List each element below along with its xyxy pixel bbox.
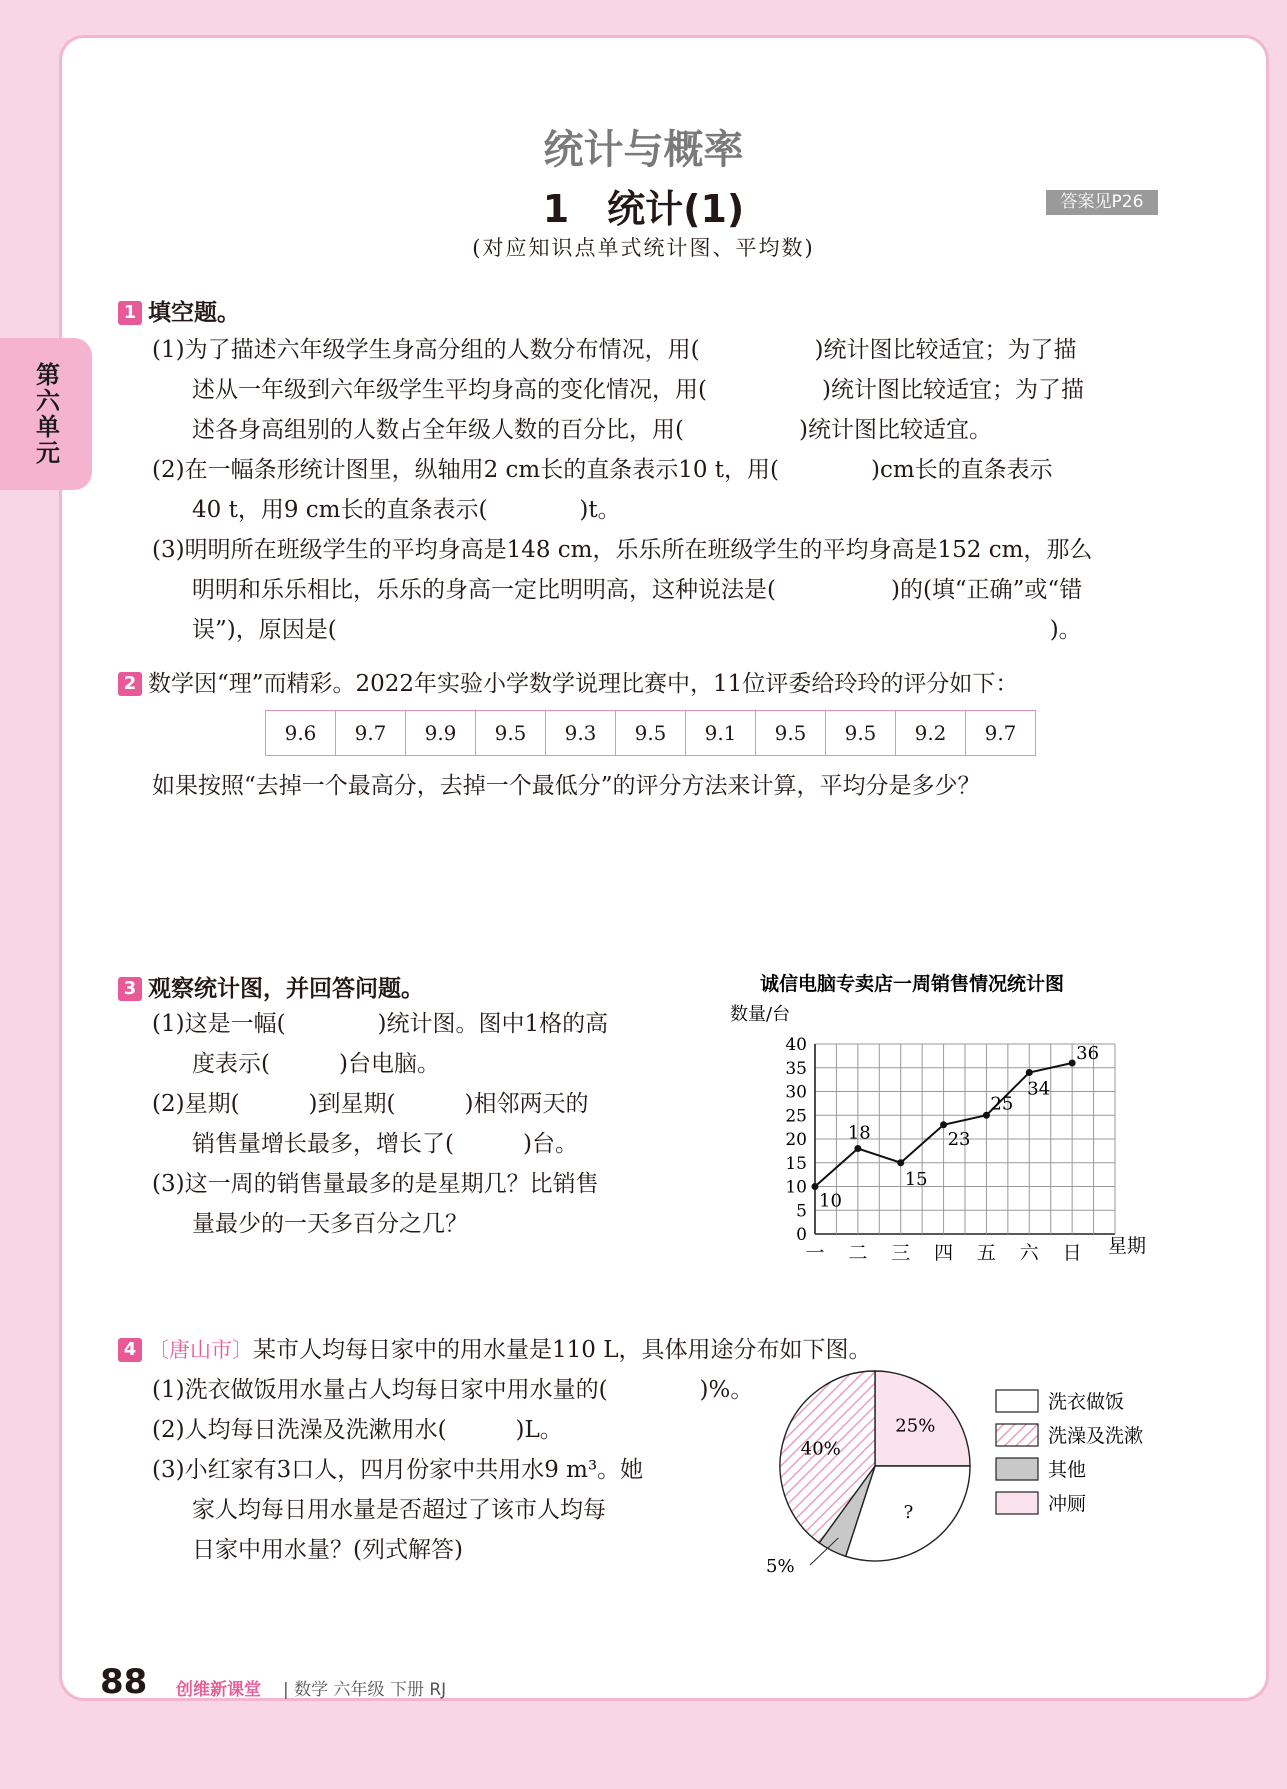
pie-slice-label: 5% [766, 1556, 795, 1577]
data-point [1026, 1069, 1033, 1076]
q3-line: (2)星期( )到星期( )相邻两天的 [152, 1091, 589, 1117]
data-label: 23 [947, 1128, 971, 1150]
x-tick-label: 一 [805, 1242, 825, 1264]
x-tick-label: 四 [934, 1242, 954, 1264]
pie-slice-label: 25% [895, 1415, 936, 1437]
score-cell: 9.7 [966, 711, 1036, 756]
data-point [812, 1183, 819, 1190]
q3-line: 量最少的一天多百分之几？ [192, 1211, 468, 1237]
question-2-text: 数学因“理”而精彩。2022年实验小学数学说理比赛中，11位评委给玲玲的评分如下： [148, 671, 1019, 697]
score-cell: 9.5 [756, 711, 826, 756]
legend-label: 洗衣做饭 [1048, 1391, 1125, 1413]
question-3-heading [118, 970, 424, 1003]
legend-swatch [996, 1390, 1038, 1412]
question-2-question: 如果按照“去掉一个最高分，去掉一个最低分”的评分方法来计算，平均分是多少？ [152, 773, 981, 799]
data-point [1069, 1060, 1076, 1067]
q4-line: 日家中用水量？(列式解答) [192, 1537, 463, 1563]
y-tick-label: 5 [796, 1201, 807, 1222]
legend-label: 其他 [1048, 1459, 1087, 1481]
y-tick-label: 20 [785, 1130, 807, 1150]
score-cell: 9.1 [686, 711, 756, 756]
q1-line: (3)明明所在班级学生的平均身高是148 cm，乐乐所在班级学生的平均身高是152 cm，那么 [152, 537, 1093, 563]
page-number: 88 [100, 1662, 148, 1702]
score-cell: 9.5 [476, 711, 546, 756]
q1-line: 述各身高组别的人数占全年级人数的百分比，用( )统计图比较适宜。 [192, 417, 992, 443]
pie-legend [996, 1390, 1143, 1515]
data-label: 10 [819, 1190, 842, 1212]
q1-line: 40 t，用9 cm长的直条表示( )t。 [192, 497, 621, 523]
legend-label: 洗澡及洗漱 [1048, 1425, 1144, 1447]
q3-line: (1)这是一幅( )统计图。图中1格的高 [152, 1011, 609, 1037]
x-tick-label: 六 [1019, 1242, 1039, 1264]
y-tick-label: 0 [796, 1225, 807, 1245]
question-4-region: 〔唐山市〕 [148, 1338, 253, 1362]
data-label: 34 [1027, 1078, 1051, 1100]
data-point [897, 1159, 904, 1166]
footer-info: | 数学 六年级 下册 RJ [283, 1680, 447, 1700]
q1-line: 述从一年级到六年级学生平均身高的变化情况，用( )统计图比较适宜；为了描 [192, 377, 1084, 403]
line-chart-xlabel: 星期 [1108, 1235, 1147, 1257]
unit-side-tab [0, 338, 92, 490]
x-tick-label: 五 [976, 1242, 996, 1264]
question-1-number: 1 [118, 301, 142, 325]
score-table [265, 710, 1036, 756]
q1-line: 误”)，原因是( )。 [192, 617, 1082, 643]
question-3-body [152, 1004, 608, 1244]
answer-reference-badge: 答案见P26 [1046, 190, 1158, 215]
pie-slice-label: 40% [800, 1438, 841, 1460]
q1-line: (2)在一幅条形统计图里，纵轴用2 cm长的直条表示10 t，用( )cm长的直条表示 [152, 457, 1053, 483]
section-title: 统计与概率 [543, 127, 744, 173]
question-2-intro [118, 664, 1018, 704]
score-cell: 9.7 [336, 711, 406, 756]
lesson-note: (对应知识点单式统计图、平均数) [472, 236, 815, 260]
data-label: 36 [1076, 1043, 1100, 1064]
question-1-body [152, 330, 1092, 650]
y-tick-label: 30 [785, 1082, 807, 1103]
y-tick-label: 10 [785, 1177, 807, 1198]
q3-line: 销售量增长最多，增长了( )台。 [192, 1131, 578, 1157]
legend-swatch [996, 1458, 1038, 1480]
question-4-body [152, 1370, 753, 1570]
q4-line: (1)洗衣做饭用水量占人均每日家中用水量的( )%。 [152, 1377, 754, 1403]
q1-line: 明明和乐乐相比，乐乐的身高一定比明明高，这种说法是( )的(填“正确”或“错 [192, 577, 1083, 603]
pie-slices [780, 1371, 970, 1561]
lesson-title: 1 统计(1) [542, 187, 745, 231]
question-1-heading [118, 294, 240, 327]
x-tick-label: 三 [891, 1242, 911, 1264]
score-cell: 9.3 [546, 711, 616, 756]
q4-line: (2)人均每日洗澡及洗漱用水( )L。 [152, 1417, 563, 1443]
legend-swatch [996, 1424, 1038, 1446]
legend-swatch [996, 1492, 1038, 1514]
line-chart-title: 诚信电脑专卖店一周销售情况统计图 [760, 973, 1065, 995]
data-point [983, 1112, 990, 1119]
question-2-number: 2 [118, 672, 142, 696]
legend-label: 冲厕 [1048, 1493, 1087, 1515]
q4-line: (3)小红家有3口人，四月份家中共用水9 m³。她 [152, 1457, 644, 1483]
footer-brand: 创维新课堂 [176, 1680, 261, 1700]
data-label: 18 [847, 1122, 871, 1144]
score-cell: 9.5 [826, 711, 896, 756]
score-cell: 9.6 [266, 711, 336, 756]
data-point [940, 1121, 947, 1128]
data-label: 15 [904, 1168, 928, 1190]
unit-tab-label: 第六单元 [31, 362, 60, 466]
question-3-title: 观察统计图，并回答问题。 [148, 976, 424, 1002]
score-row [266, 711, 1036, 756]
pie-slice-label: ? [903, 1502, 914, 1524]
q1-line: (1)为了描述六年级学生身高分组的人数分布情况，用( )统计图比较适宜；为了描 [152, 337, 1077, 363]
question-4-number: 4 [118, 1338, 142, 1362]
question-3-number: 3 [118, 977, 142, 1001]
q3-line: (3)这一周的销售量最多的是星期几？比销售 [152, 1171, 599, 1197]
q3-line: 度表示( )台电脑。 [192, 1051, 440, 1077]
score-cell: 9.5 [616, 711, 686, 756]
q4-line: 家人均每日用水量是否超过了该市人均每 [192, 1497, 606, 1523]
data-point [854, 1145, 861, 1152]
score-cell: 9.2 [896, 711, 966, 756]
score-cell: 9.9 [406, 711, 476, 756]
question-1 [118, 294, 240, 327]
y-tick-label: 15 [785, 1153, 807, 1174]
data-label: 25 [990, 1093, 1014, 1115]
question-4-text: 某市人均每日家中的用水量是110 L，具体用途分布如下图。 [253, 1337, 872, 1363]
line-chart-y-ticks [785, 1035, 807, 1245]
y-tick-label: 25 [785, 1106, 807, 1127]
y-tick-label: 35 [785, 1058, 807, 1079]
x-tick-label: 日 [1062, 1242, 1082, 1264]
pie-chart [750, 1360, 1170, 1582]
line-chart-x-ticks [805, 1242, 1081, 1264]
line-chart-ylabel: 数量/台 [730, 1004, 791, 1025]
x-tick-label: 二 [848, 1242, 868, 1264]
line-chart [720, 964, 1170, 1264]
y-tick-label: 40 [785, 1035, 807, 1055]
question-1-title: 填空题。 [148, 300, 240, 326]
